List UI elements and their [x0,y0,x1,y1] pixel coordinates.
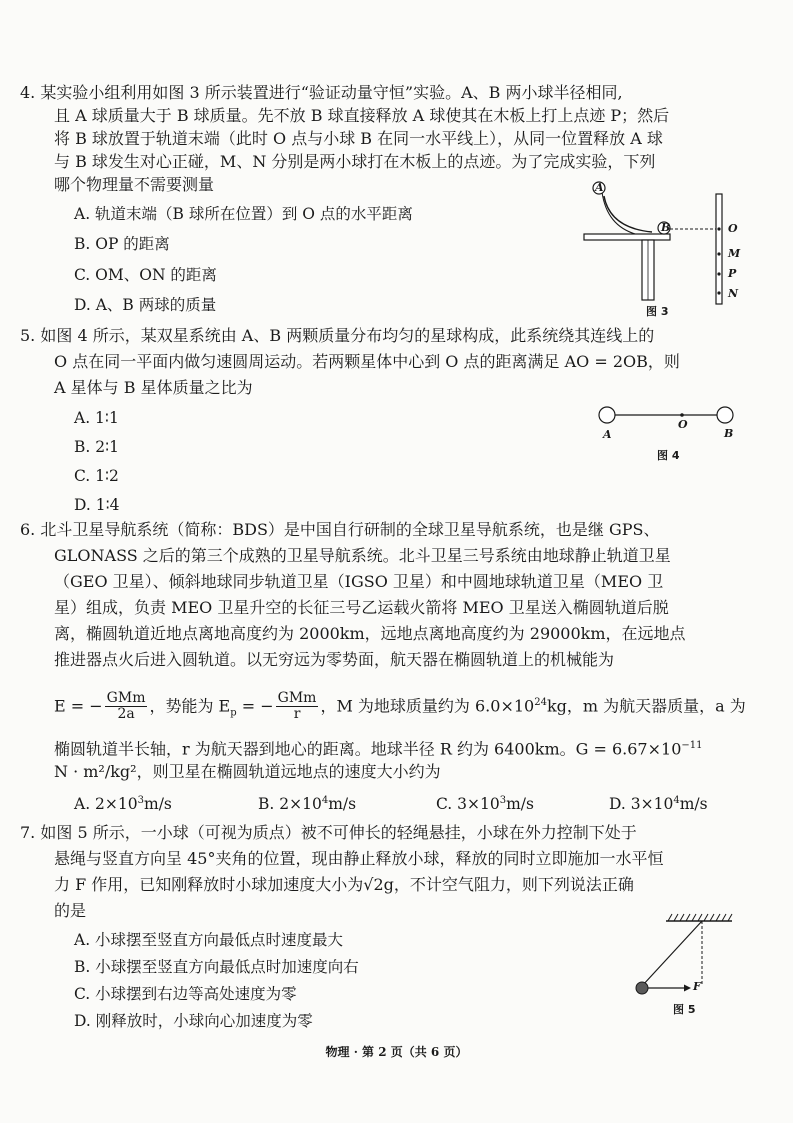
q6-line-3: （GEO 卫星）、倾斜地球同步轨道卫星（IGSO 卫星）和中圆地球轨道卫星（MEO 卫 [54,572,664,591]
q4-option-c: C. OM、ON 的距离 [74,266,217,284]
figure-3-label-o: O [728,222,738,235]
q6-option-d-unit: m/s [679,795,708,814]
curved-track [604,196,652,232]
earth-mass-tail: kg，m 为航天器质量，a 为 [546,696,746,716]
energy-fraction [105,691,148,722]
q7-option-c: C. 小球摆到右边等高处速度为零 [74,985,297,1003]
q7-line-3 [54,874,634,896]
potential-denominator: r [293,706,301,723]
star-a [599,407,615,423]
q6-option-d [609,790,708,815]
figure-3-caption: 图 3 [646,305,669,318]
q7-line-1: 7. 如图 5 所示，一小球（可视为质点）被不可伸长的轻绳悬挂，小球在外力控制下处于 [20,823,637,842]
figure-3-label-p: P [728,267,737,280]
mark-p [717,272,720,275]
horizontal-track [584,234,670,240]
figure-3-label-n: N [728,287,739,300]
potential-fraction [276,691,319,722]
figure-4-label-o: O [678,418,688,431]
q6-option-a-pre: A. 2×10 [74,795,138,814]
figure-4-caption: 图 4 [657,449,680,462]
q6-option-c-pre: C. 3×10 [436,795,500,814]
acceleration-sqrt: √2 [363,875,384,894]
q5-line-3: A 星体与 B 星体质量之比为 [54,378,253,397]
mark-o [717,227,720,230]
q5-option-b: B. 2∶1 [74,438,120,456]
q6-option-d-pre: D. 3×10 [609,795,674,814]
q6-line-9: N · m²/kg²，则卫星在椭圆轨道远地点的速度大小约为 [54,762,441,781]
q6-line-6: 推进器点火后进入圆轨道。以无穷远为零势面，航天器在椭圆轨道上的机械能为 [54,650,615,669]
q6-formula-line [54,688,746,729]
q6-line-8-text: 椭圆轨道半长轴，r 为航天器到地心的距离。地球半径 R 约为 6400km。G = 6.67×10 [54,739,682,759]
q4-line-5: 哪个物理量不需要测量 [54,175,215,194]
q7-line-4: 的是 [54,901,87,920]
q4-line-2: 且 A 球质量大于 B 球质量。先不放 B 球直接释放 A 球使其在木板上打上点迹 P；然后 [54,106,670,125]
q6-option-d-exp: 4 [673,795,680,806]
earth-mass-exponent: 24 [534,697,547,708]
q5-option-d: D. 1∶4 [74,496,120,514]
rope [642,921,702,986]
force-arrowhead [684,985,691,992]
q7-option-d: D. 刚释放时，小球向心加速度为零 [74,1012,313,1030]
energy-denominator: 2a [117,706,135,723]
potential-label: ，势能为 E [149,696,231,716]
page-footer: 物理 · 第 2 页（共 6 页） [325,1045,468,1059]
q6-option-b-exp: 4 [321,795,329,806]
star-b [717,407,733,423]
q4-line-1: 4. 某实验小组利用如图 3 所示装置进行“验证动量守恒”实验。A、B 两小球半径相同, [20,83,623,102]
ceiling-hatch [668,914,732,921]
figure-5-label-f: F [693,980,701,993]
q6-line-5: 离，椭圆轨道近地点离地高度约为 2000km，远地点离地高度约为 29000km，在远地点 [54,624,686,643]
figure-5-caption: 图 5 [673,1003,696,1016]
figure-3-label-m: M [728,247,741,260]
q6-option-a [74,790,172,815]
center-o [680,413,684,417]
q7-line-3-post: g，不计空气阻力，则下列说法正确 [383,875,634,894]
q6-line-8 [54,735,703,760]
q6-line-2: GLONASS 之后的第三个成熟的卫星导航系统。北斗卫星三号系统由地球静止轨道卫星 [54,546,671,565]
ball [636,982,648,994]
curved-track-inner [602,192,654,237]
q4-line-4: 与 B 球发生对心正碰，M、N 分别是两小球打在木板上的点迹。为了完成实验，下列 [54,152,656,171]
q6-option-b [258,790,356,815]
figure-4-label-a: A [603,428,612,441]
q6-option-a-unit: m/s [144,795,172,814]
potential-numerator: GMm [277,690,317,707]
q4-line-3: 将 B 球放置于轨道末端（此时 O 点与小球 B 在同一水平线上），从同一位置释放 A 球 [54,129,663,148]
earth-mass-text: ，M 为地球质量约为 6.0×10 [320,696,535,716]
energy-numerator: GMm [106,690,146,707]
q5-option-c: C. 1∶2 [74,467,119,485]
energy-lhs: E = − [54,696,103,716]
q7-option-a: A. 小球摆至竖直方向最低点时速度最大 [74,931,344,949]
q6-line-1: 6. 北斗卫星导航系统（简称：BDS）是中国自行研制的全球卫星导航系统，也是继 GPS、 [20,520,660,539]
figure-3-label-a: A [595,181,604,194]
q5-line-1: 5. 如图 4 所示，某双星系统由 A、B 两颗质量分布均匀的星球构成，此系统绕其连线上的 [20,326,655,345]
gravitational-constant-exponent: −11 [681,740,703,751]
q6-option-b-unit: m/s [328,795,357,814]
q6-line-4: 星）组成，负责 MEO 卫星升空的长征三号乙运载火箭将 MEO 卫星送入椭圆轨道后脱 [54,598,669,617]
q6-option-c-unit: m/s [506,795,534,814]
potential-subscript: p [230,707,237,719]
q7-line-3-pre: 力 F 作用，已知刚释放时小球加速度大小为 [54,875,364,894]
figure-3-label-b: B [661,221,671,234]
figure-4-binary-stars [595,405,745,429]
wooden-board [716,194,722,304]
q6-option-c [436,790,534,815]
q6-option-b-pre: B. 2×10 [258,795,322,814]
potential-eq: = − [236,696,274,716]
q6-option-a-exp: 3 [137,795,144,806]
figure-4-label-b: B [724,427,734,440]
q4-option-a: A. 轨道末端（B 球所在位置）到 O 点的水平距离 [74,205,413,223]
q5-line-2: O 点在同一平面内做匀速圆周运动。若两颗星体中心到 O 点的距离满足 AO = 2OB，则 [54,352,680,371]
q7-option-b: B. 小球摆至竖直方向最低点时加速度向右 [74,958,359,976]
q6-option-c-exp: 3 [499,795,507,806]
mark-m [717,252,720,255]
q7-line-2: 悬绳与竖直方向呈 45°夹角的位置，现由静止释放小球，释放的同时立即施加一水平恒 [54,849,664,868]
q4-option-d: D. A、B 两球的质量 [74,296,217,314]
mark-n [717,291,720,294]
q4-option-b: B. OP 的距离 [74,235,170,253]
q5-option-a: A. 1∶1 [74,409,119,427]
figure-5-pendulum [630,912,740,1002]
